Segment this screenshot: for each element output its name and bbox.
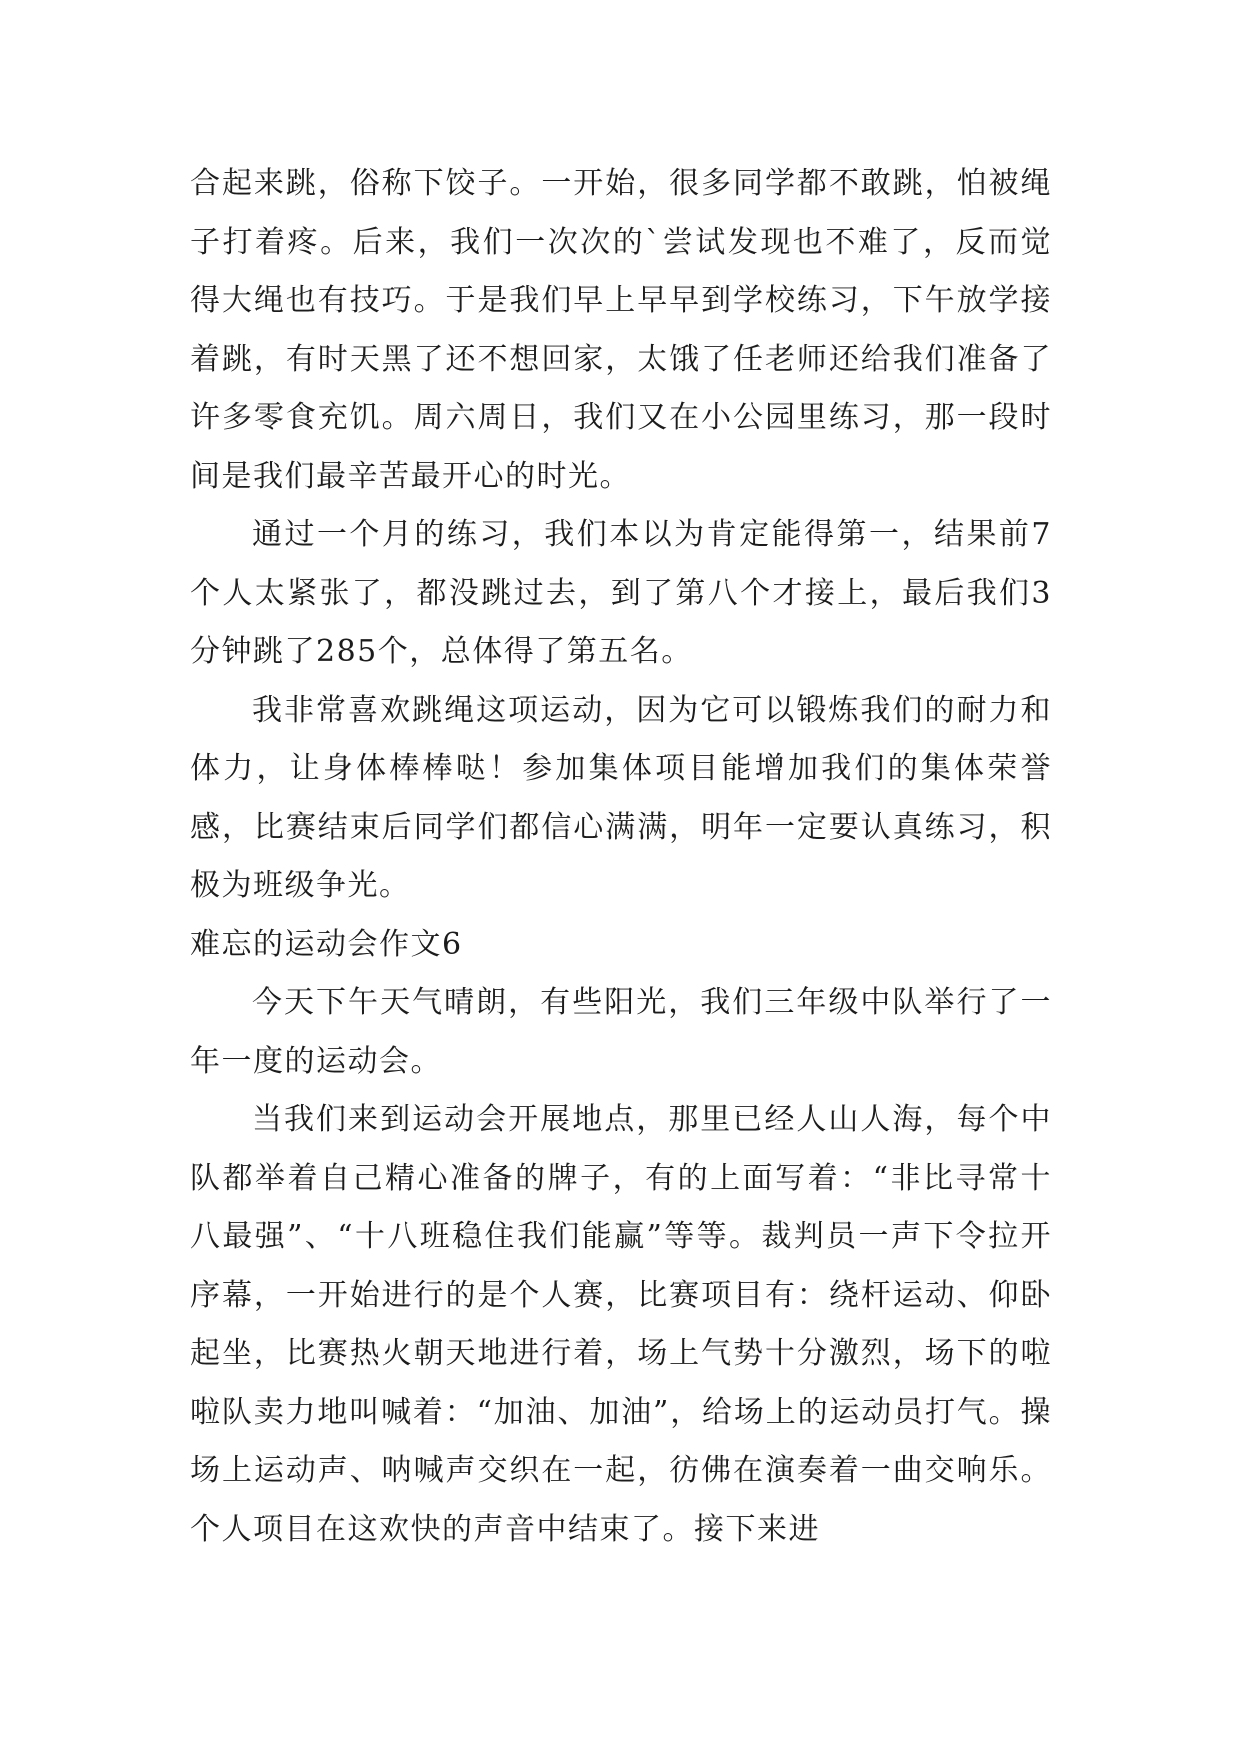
paragraph-sports-day-events: 当我们来到运动会开展地点，那里已经人山人海，每个中队都举着自己精心准备的牌子，有的上面写着：“非比寻常十八最强”、“十八班稳住我们能赢”等等。裁判员一声下令拉开序幕，一开始进行的是个人赛，比赛项目有：绕杆运动、仰卧起坐，比赛热火朝天地进行着，场上气势十分激烈，场下的啦啦队卖力地叫喊着：“加油、加油”，给场上的运动员打气。操场上运动声、呐喊声交织在一起，彷佛在演奏着一曲交响乐。个人项目在这欢快的声音中结束了。接下来进 — [190, 1102, 1052, 1547]
document-page — [190, 155, 1052, 1559]
paragraph-love-of-rope-skipping: 我非常喜欢跳绳这项运动，因为它可以锻炼我们的耐力和体力，让身体棒棒哒！参加集体项目能增加我们的集体荣誉感，比赛结束后同学们都信心满满，明年一定要认真练习，积极为班级争光。 — [190, 692, 1052, 903]
paragraph-competition-result: 通过一个月的练习，我们本以为肯定能得第一，结果前7个人太紧张了，都没跳过去，到了第八个才接上，最后我们3分钟跳了285个，总体得了第五名。 — [190, 517, 1052, 669]
paragraph-sports-day-intro: 今天下午天气晴朗，有些阳光，我们三年级中队举行了一年一度的运动会。 — [190, 985, 1052, 1079]
essay-heading: 难忘的运动会作文6 — [190, 926, 463, 962]
paragraph-rope-practice: 合起来跳，俗称下饺子。一开始，很多同学都不敢跳，怕被绳子打着疼。后来，我们一次次的`尝试发现也不难了，反而觉得大绳也有技巧。于是我们早上早早到学校练习，下午放学接着跳，有时天黑了还不想回家，太饿了任老师还给我们准备了许多零食充饥。周六周日，我们又在小公园里练习，那一段时间是我们最辛苦最开心的时光。 — [190, 166, 1052, 494]
